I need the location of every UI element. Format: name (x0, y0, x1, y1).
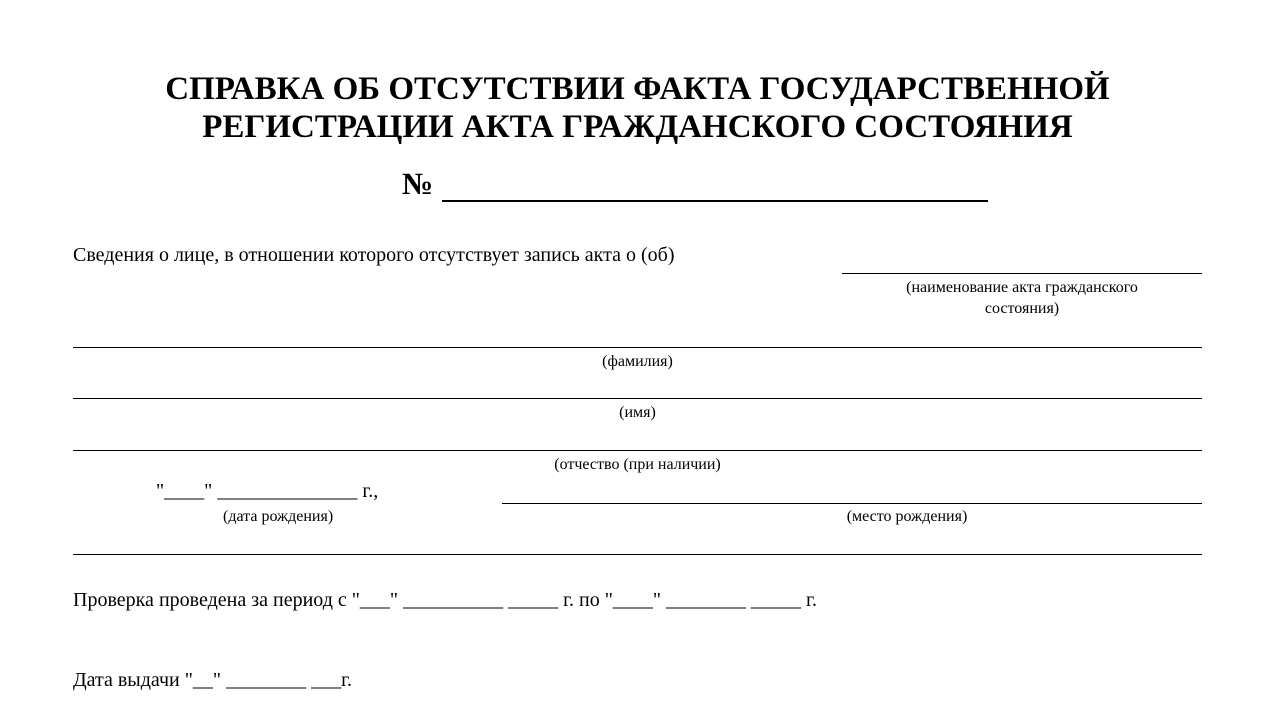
surname-caption: (фамилия) (602, 353, 673, 370)
patronymic-caption: (отчество (при наличии) (554, 456, 721, 473)
birth-date-field[interactable]: "____" ______________ г., (156, 480, 379, 502)
document-title-line-2: РЕГИСТРАЦИИ АКТА ГРАЖДАНСКОГО СОСТОЯНИЯ (202, 109, 1073, 145)
intro-text: Сведения о лице, в отношении которого отсутствует запись акта о (об) (73, 244, 675, 266)
birth-place-field[interactable] (502, 503, 1202, 504)
birth-place-caption: (место рождения) (846, 508, 968, 525)
first-name-field[interactable] (73, 398, 1202, 399)
surname-field[interactable] (73, 347, 1202, 348)
document-title-line-1: СПРАВКА ОБ ОТСУТСТВИИ ФАКТА ГОСУДАРСТВЕННОЙ (165, 71, 1110, 107)
birth-place-continuation-field[interactable] (73, 554, 1202, 555)
act-name-caption-line-1: (наименование акта гражданского (906, 279, 1138, 296)
issue-date-text[interactable]: Дата выдачи "__" ________ ___г. (73, 669, 353, 691)
act-name-caption-line-2: состояния) (984, 300, 1060, 317)
check-period-text[interactable]: Проверка проведена за период с "___" __________ _____ г. по "____" ________ _____ г. (73, 589, 818, 611)
document-number-label: № (402, 166, 434, 201)
patronymic-field[interactable] (73, 450, 1202, 451)
first-name-caption: (имя) (619, 404, 656, 421)
act-name-field[interactable] (842, 273, 1202, 274)
document-number-field[interactable] (442, 200, 988, 202)
birth-date-caption: (дата рождения) (223, 508, 334, 525)
